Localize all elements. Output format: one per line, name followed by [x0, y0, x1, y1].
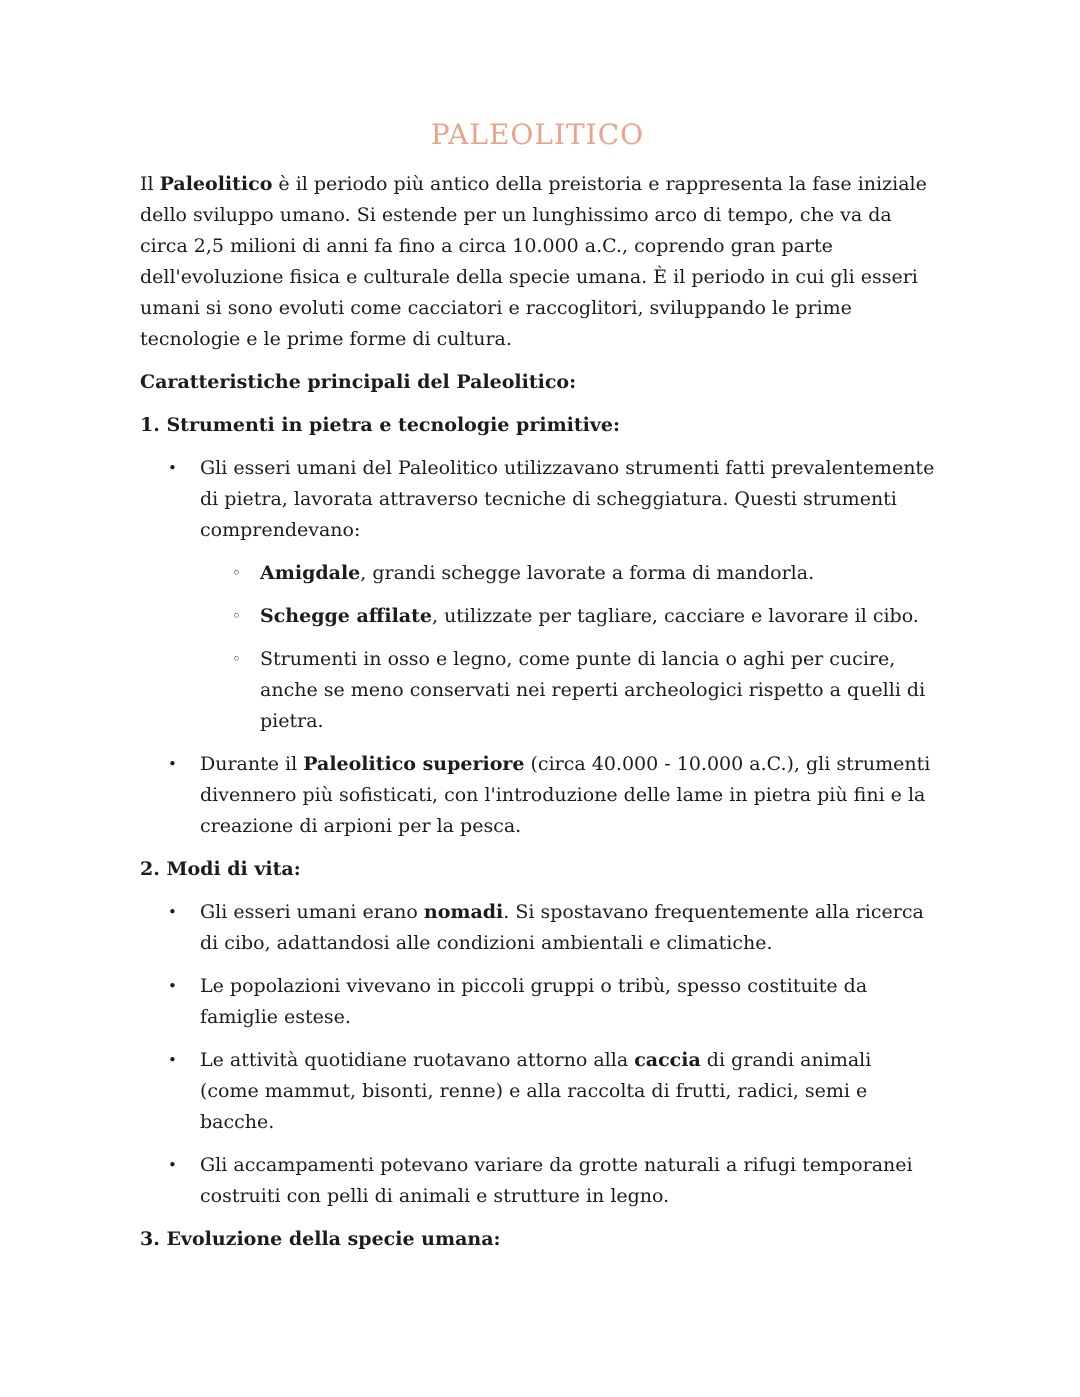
- bullet-icon: •: [168, 977, 177, 995]
- bullet-item: [140, 453, 935, 546]
- bullet-item: [140, 749, 935, 842]
- heading-section-2: 2. Modi di vita:: [140, 858, 301, 880]
- bullet-text: Le popolazioni vivevano in piccoli gruppi o tribù, spesso costituite da famiglie estese.: [200, 975, 868, 1028]
- bullet-icon: •: [168, 1051, 177, 1069]
- circle-bullet-icon: ◦: [232, 564, 241, 582]
- bullet-icon: •: [168, 903, 177, 921]
- bullet-text: Schegge affilate, utilizzate per tagliare, cacciare e lavorare il cibo.: [260, 605, 919, 627]
- bullet-text: Gli esseri umani erano nomadi. Si spostavano frequentemente alla ricerca di cibo, adattandosi alle condizioni ambientali e climatiche.: [200, 901, 924, 954]
- bullet-text: Strumenti in osso e legno, come punte di lancia o aghi per cucire, anche se meno conservati nei reperti archeologici rispetto a quelli di pietra.: [260, 648, 926, 732]
- heading-section-3: 3. Evoluzione della specie umana:: [140, 1228, 501, 1250]
- circle-bullet-icon: ◦: [232, 650, 241, 668]
- sub-bullet-item: [140, 644, 935, 737]
- bullet-item: [140, 971, 935, 1033]
- bullet-item: [140, 1045, 935, 1138]
- bullet-item: [140, 1150, 935, 1212]
- bullet-item: [140, 897, 935, 959]
- bullet-text: Amigdale, grandi schegge lavorate a forma di mandorla.: [260, 562, 815, 584]
- bullet-icon: •: [168, 459, 177, 477]
- heading-caratteristiche: Caratteristiche principali del Paleolitico:: [140, 371, 577, 393]
- bullet-icon: •: [168, 755, 177, 773]
- heading-section-1: 1. Strumenti in pietra e tecnologie primitive:: [140, 414, 621, 436]
- sub-bullet-item: [140, 558, 935, 589]
- bullet-text: Gli accampamenti potevano variare da grotte naturali a rifugi temporanei costruiti con pelli di animali e strutture in legno.: [200, 1154, 913, 1207]
- bullet-icon: •: [168, 1156, 177, 1174]
- page-title: PALEOLITICO: [430, 118, 645, 151]
- intro-paragraph: Il Paleolitico è il periodo più antico della preistoria e rappresenta la fase iniziale dello sviluppo umano. Si estende per un lunghissimo arco di tempo, che va da circa 2,5 milioni di anni fa fino a circa 10.000 a.C., coprendo gran parte dell'evoluzione fisica e culturale della specie umana. È il periodo in cui gli esseri umani si sono evoluti come cacciatori e raccoglitori, sviluppando le prime tecnologie e le prime forme di cultura.: [140, 173, 927, 350]
- circle-bullet-icon: ◦: [232, 607, 241, 625]
- sub-bullet-item: [140, 601, 935, 632]
- bullet-text: Gli esseri umani del Paleolitico utilizzavano strumenti fatti prevalentemente di pietra, lavorata attraverso tecniche di scheggiatura. Questi strumenti comprendevano:: [200, 457, 935, 541]
- bullet-text: Durante il Paleolitico superiore (circa 40.000 - 10.000 a.C.), gli strumenti divennero più sofisticati, con l'introduzione delle lame in pietra più fini e la creazione di arpioni per la pesca.: [200, 753, 931, 837]
- bullet-text: Le attività quotidiane ruotavano attorno alla caccia di grandi animali (come mammut, bisonti, renne) e alla raccolta di frutti, radici, semi e bacche.: [200, 1049, 872, 1133]
